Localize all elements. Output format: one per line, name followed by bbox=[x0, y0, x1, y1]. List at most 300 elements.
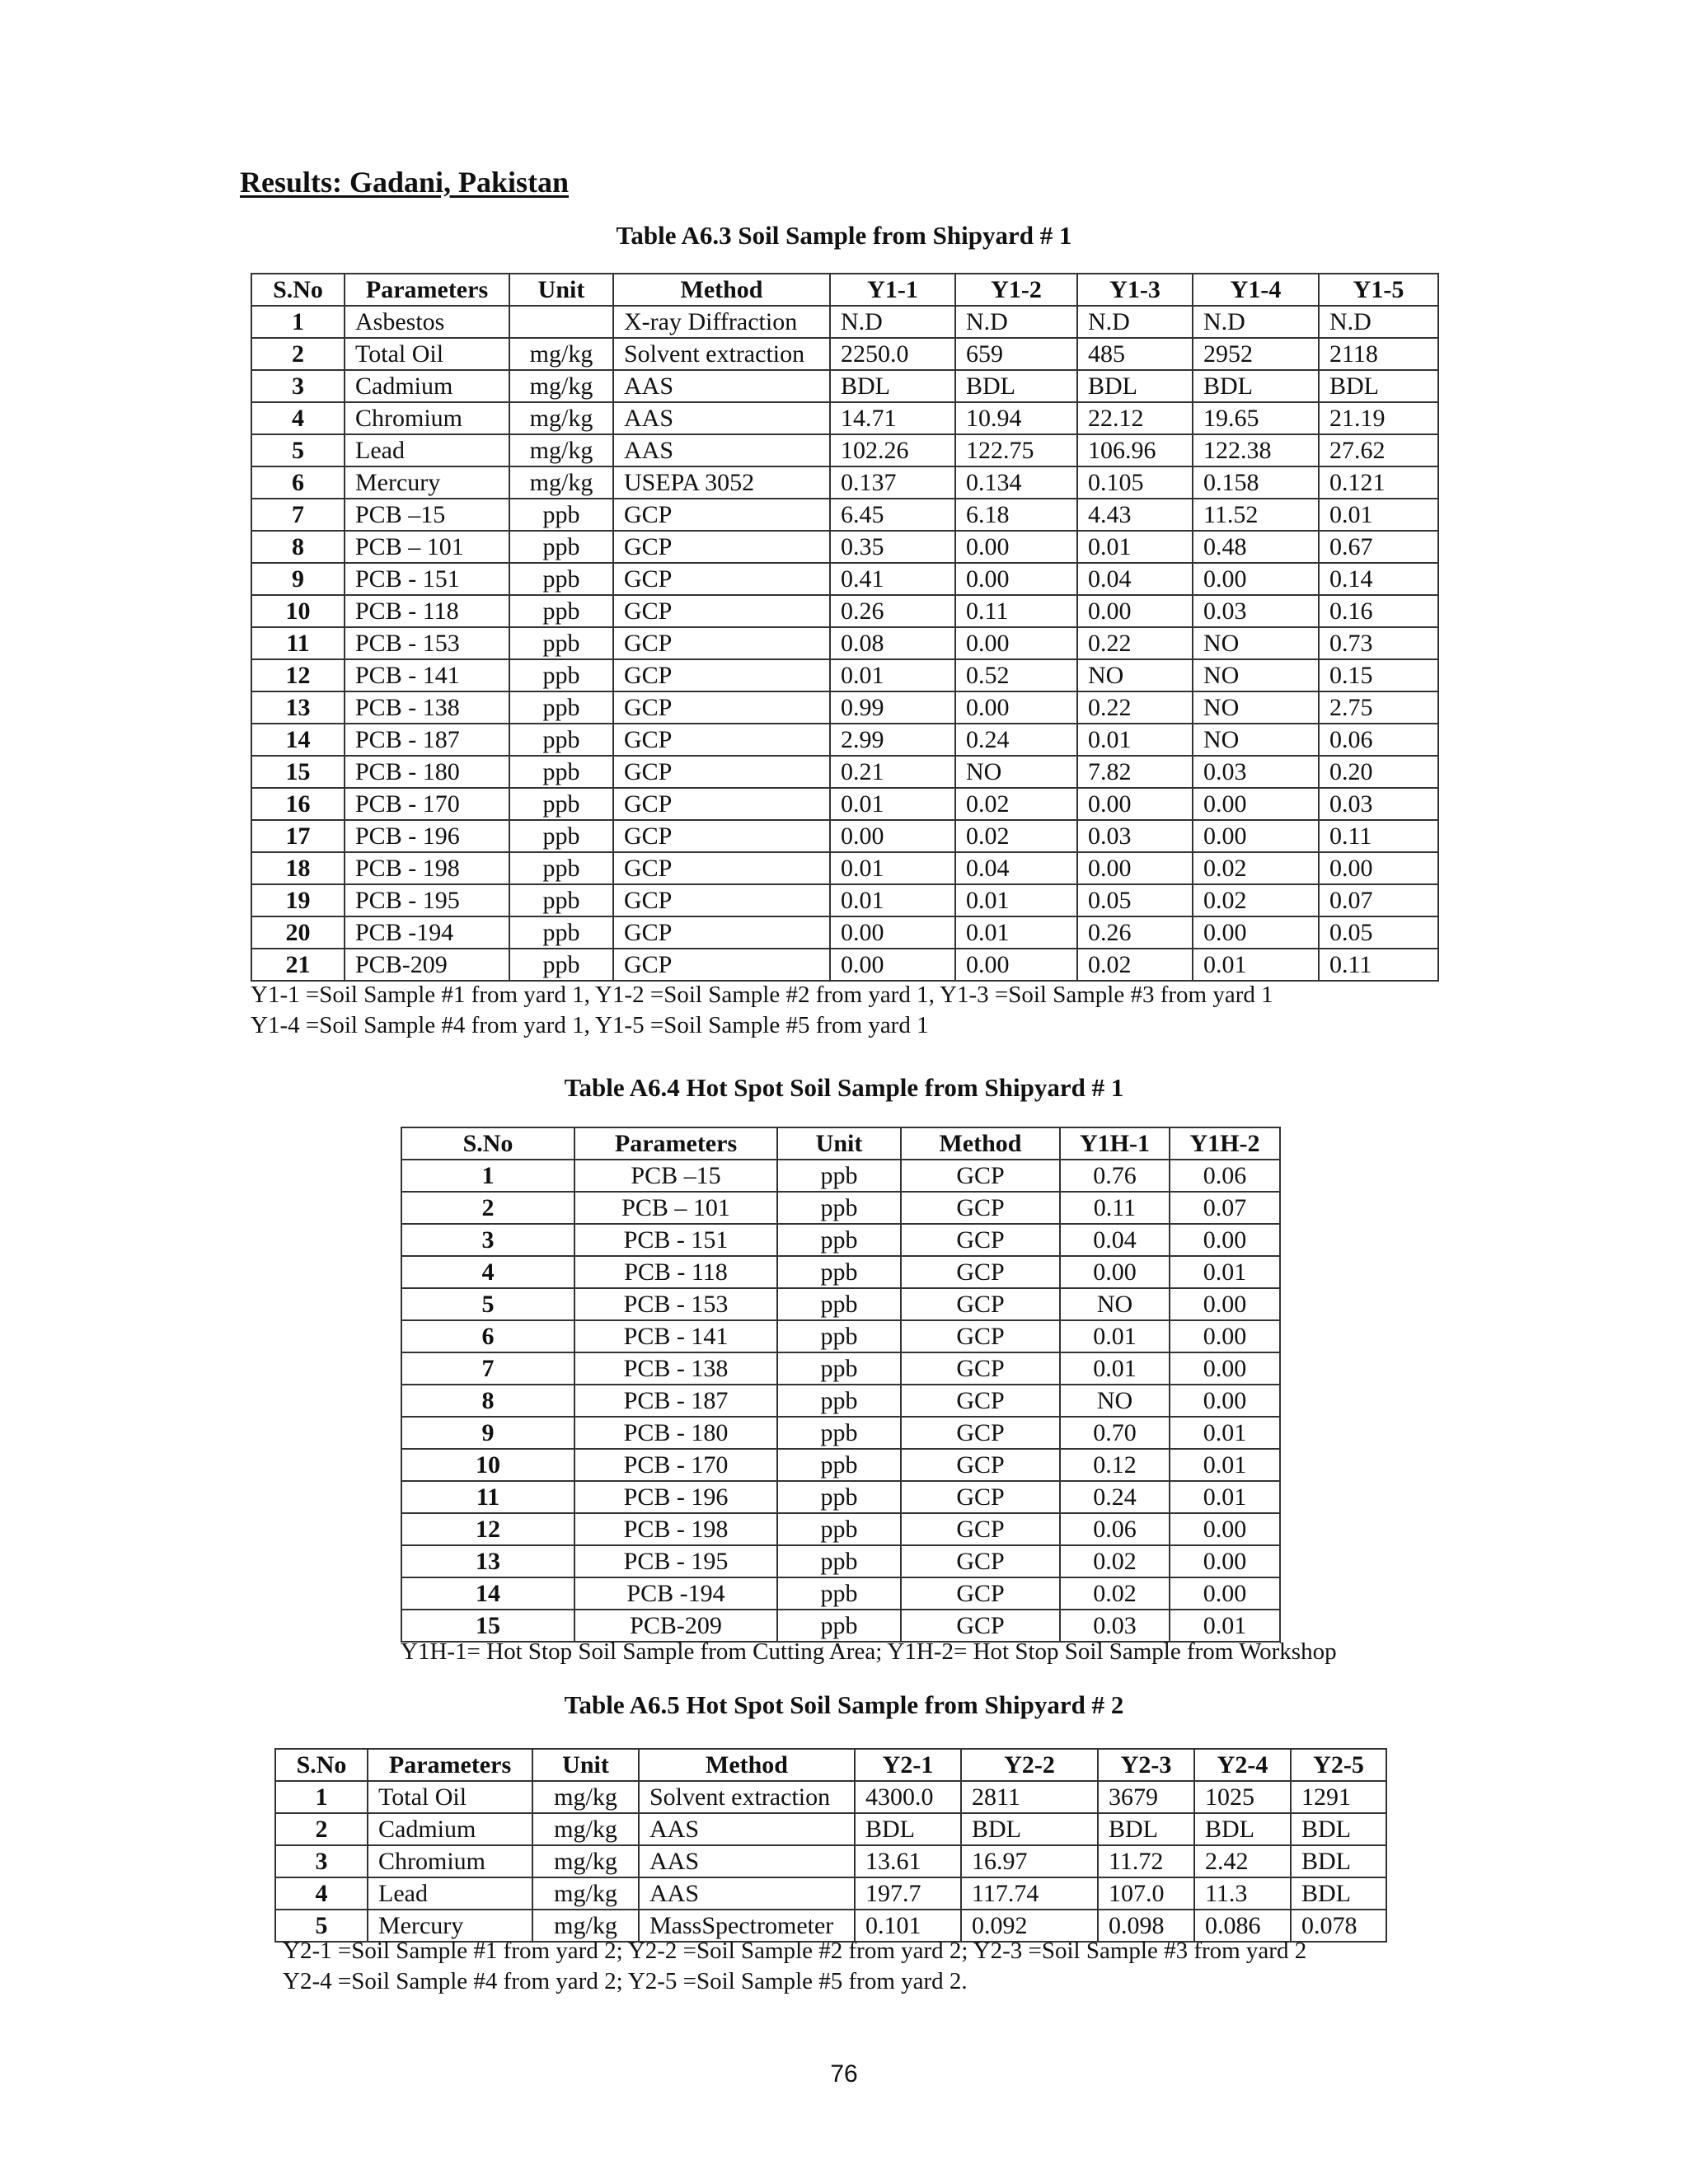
table-cell: ppb bbox=[777, 1224, 901, 1256]
table-cell: 0.70 bbox=[1060, 1417, 1170, 1449]
table-cell: Asbestos bbox=[345, 306, 509, 338]
table-cell: PCB - 138 bbox=[574, 1352, 777, 1385]
table-cell: BDL bbox=[1194, 1813, 1291, 1845]
table-cell: 1 bbox=[251, 306, 345, 338]
table-row bbox=[251, 852, 1438, 884]
table1-note-2: Y1-4 =Soil Sample #4 from yard 1, Y1-5 =Soil Sample #5 from yard 1 bbox=[251, 1012, 929, 1038]
table-cell: PCB - 198 bbox=[574, 1513, 777, 1545]
table-cell: PCB - 196 bbox=[574, 1481, 777, 1513]
table-cell: 0.098 bbox=[1098, 1910, 1194, 1942]
table-cell: 0.01 bbox=[1170, 1449, 1280, 1481]
table-cell: GCP bbox=[613, 852, 830, 884]
table-cell: 15 bbox=[401, 1610, 574, 1642]
table-cell: 8 bbox=[251, 531, 345, 563]
table-cell: GCP bbox=[613, 563, 830, 595]
table-cell: 5 bbox=[401, 1288, 574, 1320]
table-cell: 0.01 bbox=[1170, 1481, 1280, 1513]
table-cell: Solvent extraction bbox=[639, 1781, 855, 1813]
table-cell: 0.00 bbox=[1193, 563, 1319, 595]
table-cell: ppb bbox=[777, 1545, 901, 1577]
table-cell: 0.03 bbox=[1193, 756, 1319, 788]
table2-header-cell: S.No bbox=[401, 1127, 574, 1160]
table-cell: 4 bbox=[251, 402, 345, 434]
table-cell: 4.43 bbox=[1077, 499, 1193, 531]
table-cell: GCP bbox=[613, 659, 830, 691]
table-row bbox=[401, 1256, 1280, 1288]
table-cell: BDL bbox=[1291, 1877, 1386, 1910]
table-cell: 0.99 bbox=[830, 691, 955, 724]
table-cell: GCP bbox=[613, 949, 830, 981]
table2-header-cell: Unit bbox=[777, 1127, 901, 1160]
table3-caption: Table A6.5 Hot Spot Soil Sample from Shipyard # 2 bbox=[564, 1690, 1124, 1719]
table-cell: PCB - 170 bbox=[574, 1449, 777, 1481]
table3 bbox=[274, 1748, 1387, 1943]
table1-caption: Table A6.3 Soil Sample from Shipyard # 1 bbox=[616, 221, 1072, 250]
table-cell: GCP bbox=[613, 788, 830, 820]
table-row bbox=[401, 1224, 1280, 1256]
table-cell: GCP bbox=[613, 820, 830, 852]
table3-header-cell: Y2-3 bbox=[1098, 1749, 1194, 1781]
table-row bbox=[251, 916, 1438, 949]
table-row bbox=[401, 1449, 1280, 1481]
table-cell: N.D bbox=[1193, 306, 1319, 338]
table-cell: ppb bbox=[509, 659, 613, 691]
table-cell: 0.121 bbox=[1319, 466, 1438, 499]
table-cell: PCB - 195 bbox=[345, 884, 509, 916]
table-cell: 6 bbox=[401, 1320, 574, 1352]
table-cell: 0.22 bbox=[1077, 691, 1193, 724]
table-cell: 0.01 bbox=[1077, 531, 1193, 563]
table-cell: BDL bbox=[1291, 1813, 1386, 1845]
table2 bbox=[401, 1127, 1281, 1643]
table-cell: 0.07 bbox=[1170, 1192, 1280, 1224]
table-cell: ppb bbox=[509, 563, 613, 595]
table-cell: 3679 bbox=[1098, 1781, 1194, 1813]
table-cell: 11 bbox=[251, 627, 345, 659]
table-cell: 0.22 bbox=[1077, 627, 1193, 659]
table-cell: PCB - 118 bbox=[574, 1256, 777, 1288]
table-row bbox=[251, 531, 1438, 563]
table-cell: Cadmium bbox=[345, 370, 509, 402]
table-cell: 0.11 bbox=[1319, 820, 1438, 852]
table-cell: GCP bbox=[901, 1481, 1060, 1513]
table-cell: 0.00 bbox=[1193, 916, 1319, 949]
table-cell: 4 bbox=[275, 1877, 368, 1910]
table3-header-cell: Y2-5 bbox=[1291, 1749, 1386, 1781]
table-cell: 102.26 bbox=[830, 434, 955, 466]
table-cell: 6.45 bbox=[830, 499, 955, 531]
table-cell: 0.07 bbox=[1319, 884, 1438, 916]
table-cell: GCP bbox=[901, 1577, 1060, 1610]
table-cell: mg/kg bbox=[532, 1781, 639, 1813]
table-cell: Lead bbox=[345, 434, 509, 466]
table-cell: ppb bbox=[777, 1320, 901, 1352]
table-cell: 485 bbox=[1077, 338, 1193, 370]
table-cell: 0.41 bbox=[830, 563, 955, 595]
table2-caption: Table A6.4 Hot Spot Soil Sample from Shipyard # 1 bbox=[564, 1073, 1124, 1102]
table-cell: BDL bbox=[955, 370, 1077, 402]
table-cell: ppb bbox=[777, 1160, 901, 1192]
table-cell: 2.99 bbox=[830, 724, 955, 756]
table-cell: ppb bbox=[777, 1417, 901, 1449]
table-cell: 7.82 bbox=[1077, 756, 1193, 788]
table-cell: PCB -194 bbox=[574, 1577, 777, 1610]
table-cell: 0.01 bbox=[955, 884, 1077, 916]
table-cell: N.D bbox=[830, 306, 955, 338]
table-cell: 10 bbox=[401, 1449, 574, 1481]
table-cell: mg/kg bbox=[509, 466, 613, 499]
table-cell: 2.75 bbox=[1319, 691, 1438, 724]
table-cell: ppb bbox=[509, 531, 613, 563]
table-cell: 0.16 bbox=[1319, 595, 1438, 627]
table-cell: 14 bbox=[401, 1577, 574, 1610]
table3-header-cell: Y2-4 bbox=[1194, 1749, 1291, 1781]
table-row bbox=[251, 788, 1438, 820]
table-cell: PCB - 153 bbox=[345, 627, 509, 659]
table1-header-cell: Y1-1 bbox=[830, 274, 955, 306]
table-cell: GCP bbox=[613, 756, 830, 788]
table-cell: BDL bbox=[1193, 370, 1319, 402]
table-cell: NO bbox=[955, 756, 1077, 788]
table-cell: 0.01 bbox=[1170, 1256, 1280, 1288]
table-cell: 0.03 bbox=[1193, 595, 1319, 627]
table-cell: mg/kg bbox=[509, 370, 613, 402]
table-cell: ppb bbox=[509, 788, 613, 820]
table-cell: 2811 bbox=[961, 1781, 1098, 1813]
table-cell: 0.00 bbox=[955, 949, 1077, 981]
table-cell: 27.62 bbox=[1319, 434, 1438, 466]
table-cell: 2250.0 bbox=[830, 338, 955, 370]
table2-header-cell: Y1H-2 bbox=[1170, 1127, 1280, 1160]
table-cell: 0.11 bbox=[955, 595, 1077, 627]
table-cell: mg/kg bbox=[532, 1910, 639, 1942]
table-row bbox=[251, 724, 1438, 756]
table-cell: ppb bbox=[509, 916, 613, 949]
table3-header-cell: Y2-2 bbox=[961, 1749, 1098, 1781]
table-cell: 2 bbox=[275, 1813, 368, 1845]
table-cell: AAS bbox=[639, 1845, 855, 1877]
table-cell: BDL bbox=[1319, 370, 1438, 402]
table2-header-cell: Method bbox=[901, 1127, 1060, 1160]
table-cell: N.D bbox=[1319, 306, 1438, 338]
table-cell: NO bbox=[1193, 659, 1319, 691]
table3-header-cell: S.No bbox=[275, 1749, 368, 1781]
table-row bbox=[401, 1417, 1280, 1449]
table-cell: NO bbox=[1193, 724, 1319, 756]
table-cell: 0.11 bbox=[1060, 1192, 1170, 1224]
table-cell: GCP bbox=[613, 724, 830, 756]
table-cell: 0.01 bbox=[955, 916, 1077, 949]
table-cell: NO bbox=[1193, 691, 1319, 724]
table-cell: 0.01 bbox=[830, 852, 955, 884]
table-row bbox=[251, 563, 1438, 595]
table-cell: 2 bbox=[401, 1192, 574, 1224]
table-cell: 3 bbox=[275, 1845, 368, 1877]
table-cell: PCB -194 bbox=[345, 916, 509, 949]
table-cell: 0.01 bbox=[1060, 1320, 1170, 1352]
table-cell: GCP bbox=[901, 1160, 1060, 1192]
table-cell: 3 bbox=[401, 1224, 574, 1256]
table-cell: 19 bbox=[251, 884, 345, 916]
table3-header-cell: Method bbox=[639, 1749, 855, 1781]
table-row bbox=[251, 884, 1438, 916]
table-cell: MassSpectrometer bbox=[639, 1910, 855, 1942]
table-cell: 6.18 bbox=[955, 499, 1077, 531]
table-cell: NO bbox=[1060, 1288, 1170, 1320]
table-cell: 0.00 bbox=[1170, 1224, 1280, 1256]
table-row bbox=[251, 306, 1438, 338]
table-cell: GCP bbox=[901, 1256, 1060, 1288]
table-cell: 0.00 bbox=[1060, 1256, 1170, 1288]
table-row bbox=[251, 595, 1438, 627]
table-row bbox=[401, 1385, 1280, 1417]
table-cell: PCB - 141 bbox=[574, 1320, 777, 1352]
table-cell: ppb bbox=[509, 499, 613, 531]
table3-body bbox=[275, 1781, 1386, 1942]
table3-header-cell: Y2-1 bbox=[855, 1749, 961, 1781]
table-cell: PCB - 196 bbox=[345, 820, 509, 852]
table-cell: Total Oil bbox=[345, 338, 509, 370]
table-cell: Cadmium bbox=[368, 1813, 532, 1845]
table-cell: 0.04 bbox=[955, 852, 1077, 884]
table-cell: 16.97 bbox=[961, 1845, 1098, 1877]
table-cell: 20 bbox=[251, 916, 345, 949]
table2-note-1: Y1H-1= Hot Stop Soil Sample from Cutting Area; Y1H-2= Hot Stop Soil Sample from Workshop bbox=[401, 1638, 1337, 1665]
table-row bbox=[251, 756, 1438, 788]
table-cell: 0.078 bbox=[1291, 1910, 1386, 1942]
table-cell: PCB - 187 bbox=[574, 1385, 777, 1417]
table-cell: 0.04 bbox=[1077, 563, 1193, 595]
table-cell: 117.74 bbox=[961, 1877, 1098, 1910]
table-cell: 0.105 bbox=[1077, 466, 1193, 499]
table-cell: AAS bbox=[639, 1877, 855, 1910]
table1-header-cell: Y1-3 bbox=[1077, 274, 1193, 306]
table-cell: 1 bbox=[275, 1781, 368, 1813]
table-row bbox=[251, 820, 1438, 852]
table-cell: PCB –15 bbox=[345, 499, 509, 531]
table-cell: PCB - 195 bbox=[574, 1545, 777, 1577]
table-cell: 11.3 bbox=[1194, 1877, 1291, 1910]
table-cell: PCB - 138 bbox=[345, 691, 509, 724]
table-cell: ppb bbox=[509, 627, 613, 659]
table-cell: ppb bbox=[509, 852, 613, 884]
table-cell: PCB-209 bbox=[574, 1610, 777, 1642]
table-cell: 13 bbox=[401, 1545, 574, 1577]
table-row bbox=[251, 370, 1438, 402]
table-row bbox=[401, 1192, 1280, 1224]
table-cell: 0.134 bbox=[955, 466, 1077, 499]
table-cell: 0.00 bbox=[1170, 1352, 1280, 1385]
table-cell: ppb bbox=[509, 691, 613, 724]
table-cell: 10 bbox=[251, 595, 345, 627]
table-row bbox=[251, 338, 1438, 370]
table1-header-cell: Parameters bbox=[345, 274, 509, 306]
table-cell: 1 bbox=[401, 1160, 574, 1192]
table-cell: 0.02 bbox=[1193, 884, 1319, 916]
table-cell: 0.101 bbox=[855, 1910, 961, 1942]
table-cell: PCB - 141 bbox=[345, 659, 509, 691]
table1-header-row bbox=[251, 274, 1438, 306]
table-cell: GCP bbox=[901, 1449, 1060, 1481]
table-cell: 0.00 bbox=[1077, 788, 1193, 820]
table-cell: AAS bbox=[639, 1813, 855, 1845]
table-cell: NO bbox=[1193, 627, 1319, 659]
table-cell: 5 bbox=[251, 434, 345, 466]
table-cell: PCB - 153 bbox=[574, 1288, 777, 1320]
table-cell: Lead bbox=[368, 1877, 532, 1910]
table-cell: 12 bbox=[401, 1513, 574, 1545]
table-cell: 0.06 bbox=[1060, 1513, 1170, 1545]
table-cell: mg/kg bbox=[532, 1813, 639, 1845]
table-cell: 10.94 bbox=[955, 402, 1077, 434]
table-cell: mg/kg bbox=[509, 434, 613, 466]
table1-header-cell: Y1-5 bbox=[1319, 274, 1438, 306]
table-row bbox=[275, 1845, 1386, 1877]
table-cell: 122.38 bbox=[1193, 434, 1319, 466]
table-cell: ppb bbox=[777, 1288, 901, 1320]
table-cell: 0.03 bbox=[1060, 1610, 1170, 1642]
table-cell: NO bbox=[1060, 1385, 1170, 1417]
table-cell: 2 bbox=[251, 338, 345, 370]
table-cell: 0.00 bbox=[1170, 1513, 1280, 1545]
table-cell: GCP bbox=[901, 1385, 1060, 1417]
table2-header-row bbox=[401, 1127, 1280, 1160]
table-cell: 0.00 bbox=[1077, 595, 1193, 627]
table-cell: 0.48 bbox=[1193, 531, 1319, 563]
table-cell: 12 bbox=[251, 659, 345, 691]
table-cell: 0.00 bbox=[1170, 1577, 1280, 1610]
table-cell: PCB-209 bbox=[345, 949, 509, 981]
table-cell: 0.00 bbox=[830, 820, 955, 852]
table-cell: 2952 bbox=[1193, 338, 1319, 370]
table-cell: 0.01 bbox=[1319, 499, 1438, 531]
table-cell: 6 bbox=[251, 466, 345, 499]
table-cell: GCP bbox=[901, 1192, 1060, 1224]
table-cell: ppb bbox=[777, 1352, 901, 1385]
table-row bbox=[275, 1877, 1386, 1910]
table-cell: mg/kg bbox=[532, 1845, 639, 1877]
table1-body bbox=[251, 306, 1438, 981]
table-cell: GCP bbox=[613, 884, 830, 916]
table-cell: 22.12 bbox=[1077, 402, 1193, 434]
page-number: 76 bbox=[830, 2060, 858, 2088]
table-row bbox=[251, 402, 1438, 434]
table-cell: 0.02 bbox=[1193, 852, 1319, 884]
table-row bbox=[401, 1513, 1280, 1545]
table-cell: 8 bbox=[401, 1385, 574, 1417]
table3-note-2: Y2-4 =Soil Sample #4 from yard 2; Y2-5 =Soil Sample #5 from yard 2. bbox=[283, 1968, 968, 1994]
table-cell: ppb bbox=[509, 724, 613, 756]
table-cell: 0.02 bbox=[955, 788, 1077, 820]
table-cell: GCP bbox=[901, 1417, 1060, 1449]
table-row bbox=[401, 1481, 1280, 1513]
table-cell: 9 bbox=[251, 563, 345, 595]
table-row bbox=[251, 627, 1438, 659]
table-cell: GCP bbox=[901, 1352, 1060, 1385]
table-cell: 0.67 bbox=[1319, 531, 1438, 563]
table-cell: 0.21 bbox=[830, 756, 955, 788]
table-cell: ppb bbox=[777, 1192, 901, 1224]
table-cell: 18 bbox=[251, 852, 345, 884]
table-cell: 0.01 bbox=[1170, 1417, 1280, 1449]
table-cell: 0.01 bbox=[830, 788, 955, 820]
table-cell: 0.05 bbox=[1319, 916, 1438, 949]
table-row bbox=[275, 1781, 1386, 1813]
table-cell: 0.02 bbox=[955, 820, 1077, 852]
table-cell: ppb bbox=[777, 1610, 901, 1642]
table-cell: 0.00 bbox=[955, 627, 1077, 659]
table-cell: 0.24 bbox=[1060, 1481, 1170, 1513]
table3-header-cell: Parameters bbox=[368, 1749, 532, 1781]
table-cell: 4300.0 bbox=[855, 1781, 961, 1813]
table-cell: 1025 bbox=[1194, 1781, 1291, 1813]
table-cell: ppb bbox=[777, 1577, 901, 1610]
table-cell: GCP bbox=[901, 1513, 1060, 1545]
table-cell: 0.11 bbox=[1319, 949, 1438, 981]
table-cell: Chromium bbox=[345, 402, 509, 434]
table-cell: 21.19 bbox=[1319, 402, 1438, 434]
table-cell bbox=[509, 306, 613, 338]
table-row bbox=[275, 1813, 1386, 1845]
table-cell: 106.96 bbox=[1077, 434, 1193, 466]
table-cell: GCP bbox=[901, 1224, 1060, 1256]
table-cell: 17 bbox=[251, 820, 345, 852]
table-cell: GCP bbox=[613, 595, 830, 627]
table-cell: GCP bbox=[901, 1545, 1060, 1577]
table-cell: 0.01 bbox=[1077, 724, 1193, 756]
table-cell: 0.35 bbox=[830, 531, 955, 563]
table-row bbox=[401, 1160, 1280, 1192]
table-cell: N.D bbox=[1077, 306, 1193, 338]
table-cell: ppb bbox=[777, 1256, 901, 1288]
table-cell: 197.7 bbox=[855, 1877, 961, 1910]
table-cell: PCB – 101 bbox=[345, 531, 509, 563]
page-heading: Results: Gadani, Pakistan bbox=[240, 166, 570, 199]
table-cell: ppb bbox=[509, 756, 613, 788]
table-cell: 0.05 bbox=[1077, 884, 1193, 916]
table-cell: 0.086 bbox=[1194, 1910, 1291, 1942]
table-cell: 0.12 bbox=[1060, 1449, 1170, 1481]
table-row bbox=[251, 466, 1438, 499]
table-cell: 0.14 bbox=[1319, 563, 1438, 595]
table-cell: 0.04 bbox=[1060, 1224, 1170, 1256]
table2-header-cell: Y1H-1 bbox=[1060, 1127, 1170, 1160]
table-cell: 5 bbox=[275, 1910, 368, 1942]
table-cell: ppb bbox=[777, 1385, 901, 1417]
table-cell: ppb bbox=[777, 1513, 901, 1545]
table-row bbox=[401, 1288, 1280, 1320]
table-row bbox=[251, 659, 1438, 691]
table-cell: 0.03 bbox=[1319, 788, 1438, 820]
table-cell: X-ray Diffraction bbox=[613, 306, 830, 338]
table-cell: GCP bbox=[901, 1610, 1060, 1642]
table-cell: 16 bbox=[251, 788, 345, 820]
table-row bbox=[251, 949, 1438, 981]
table-cell: 0.00 bbox=[955, 691, 1077, 724]
table-cell: AAS bbox=[613, 402, 830, 434]
table-cell: 13 bbox=[251, 691, 345, 724]
table-cell: PCB - 151 bbox=[574, 1224, 777, 1256]
table-cell: 0.02 bbox=[1077, 949, 1193, 981]
table-cell: PCB - 170 bbox=[345, 788, 509, 820]
table1-header-cell: Y1-4 bbox=[1193, 274, 1319, 306]
table1 bbox=[251, 273, 1439, 982]
table-cell: 0.02 bbox=[1060, 1577, 1170, 1610]
table-cell: mg/kg bbox=[532, 1877, 639, 1910]
table1-note-1: Y1-1 =Soil Sample #1 from yard 1, Y1-2 =Soil Sample #2 from yard 1, Y1-3 =Soil Sample #3 from yard 1 bbox=[251, 982, 1273, 1008]
table-cell: 0.158 bbox=[1193, 466, 1319, 499]
table-cell: BDL bbox=[1098, 1813, 1194, 1845]
